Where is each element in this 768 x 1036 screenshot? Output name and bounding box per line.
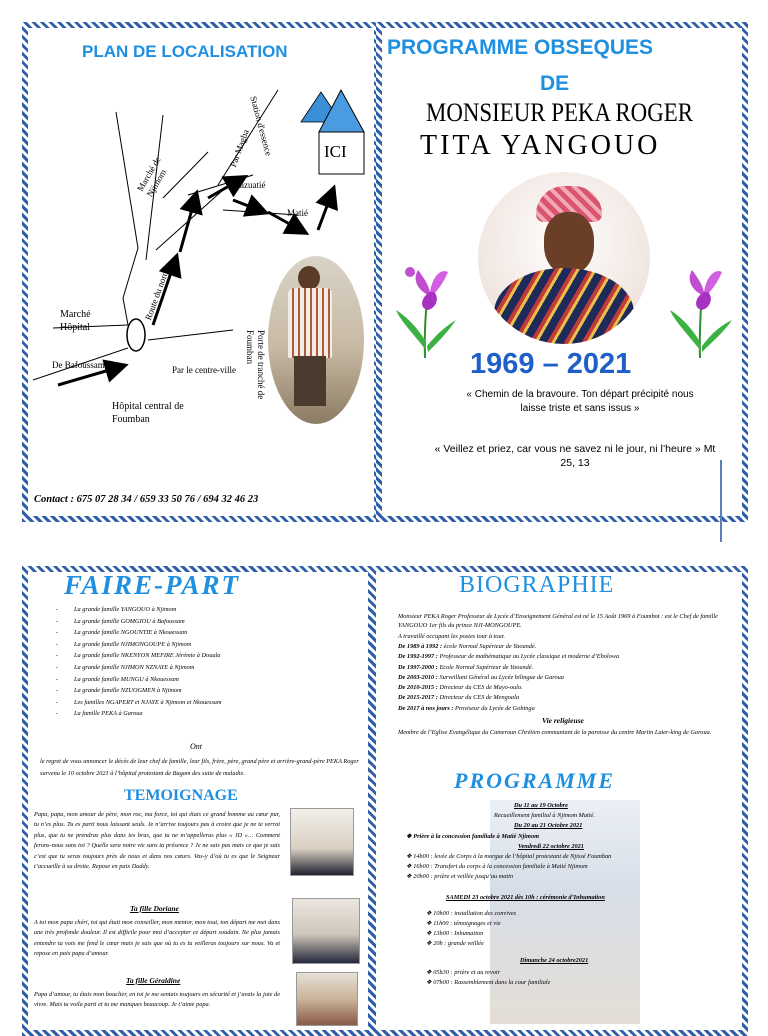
bullet-icon: ❖ — [426, 979, 434, 987]
map-title: PLAN DE LOCALISATION — [82, 42, 288, 61]
schedule-line: ❖ 10h00 : installation des convives — [426, 909, 517, 917]
programme-schedule — [400, 801, 740, 988]
temoignage-text-1: Papa, papa, mon amour de père, mon roc, ma force, toi qui étais ce grand homme au cœur pur, tu n’es plus. Tu es parti nous laissant seuls. Je n’arrive toujours pas à croire que je ne te verrai plus, que tu ne prendras plus dans tes bras, que tu ne m’appelleras plus « JD »… Comment ferons-nous sans toi ? Quelle sera notre vie sans ta présence ? Je ne sais pas mais ce que je sais c’est que tu seras toujours près de nous et dans nos cœurs. Vas-y d’où tu es que le Seigneur t’accueille à sa droite. Repose en paix Daddy. — [34, 811, 280, 871]
family-item: - La grande famille GOMGIOU à Bafoussam — [50, 616, 350, 628]
schedule-line: ❖ 16h00 : Transfert du corps à la concession familiale à Matié Njimom — [406, 863, 588, 871]
family-photo-2 — [292, 898, 360, 964]
ont-label: Ont — [190, 742, 202, 751]
career-item: De 1989 à 1992 : école Normal Supérieur de Yaoundé. — [398, 643, 537, 650]
death-announcement: le regret de vous annoncer le décès de leur chef de famille, leur fils, frère, père, grand père et arrière-grand-père PEKA Roger survenu le 10 octobre 2021 à l’hôpital protestant de Bagam des suite de maladie. — [40, 758, 359, 777]
schedule-line: ❖ 20h00 : prière et veillée jusqu’au matin — [406, 873, 514, 881]
family-photo-3 — [296, 972, 358, 1026]
schedule-line: ❖ 13h00 : Inhumation — [426, 930, 484, 938]
cover-title: PROGRAMME OBSEQUES — [387, 36, 654, 59]
bullet-icon: ❖ — [426, 968, 434, 976]
family-item: - La grande famille NJIMON NZNAYE à Njimom — [50, 662, 350, 674]
matie-label: Matié — [287, 208, 308, 218]
portrait-standing-photo — [268, 256, 364, 424]
bullet-icon: ❖ — [426, 930, 434, 938]
temoignage-title: TEMOIGNAGE — [124, 787, 238, 804]
marche-hopital-label: Marché Hôpital — [60, 309, 91, 333]
career-list — [398, 642, 736, 714]
bullet-icon: ❖ — [406, 853, 414, 861]
period-heading: SAMEDI 23 octobre 2021 dès 10h : cérémonie d’Inhumation — [446, 893, 605, 901]
portrait-photo — [478, 172, 650, 344]
schedule-line: ❖ 11h00 : témoignages et vie — [426, 920, 501, 928]
career-item: De 2003-2010 : Surveillant Général au Lycée bilingue de Garoua — [398, 673, 564, 681]
deceased-name: MONSIEUR PEKA ROGER — [426, 98, 693, 127]
family-item: - La grande famille NJIMONGOUPE à Njimom — [50, 639, 350, 651]
route-nord-label: Route du nord — [143, 269, 171, 322]
bullet-icon: ❖ — [426, 920, 434, 928]
period-heading: Dimanche 24 octobre2021 — [520, 956, 589, 964]
de-bafoussam-label: De Bafoussam — [52, 360, 105, 370]
family-item: - La grande famille MUNGU à Nkouessam — [50, 674, 350, 686]
flower-icon-left — [390, 250, 460, 360]
family-item: - La grande famille NZUOGMEN à Njimom — [50, 685, 350, 697]
family-item: - La grande famille NKENYON MEFIRE Jérémie à Douala — [50, 650, 350, 662]
vertical-rule — [720, 460, 722, 542]
bullet-icon: ❖ — [426, 909, 434, 917]
marche-njimom-label: Marché de Njimom — [135, 154, 169, 199]
bullet-icon: ❖ — [426, 940, 434, 948]
par-centre-label: Par le centre-ville — [172, 365, 236, 375]
par-magba-label: Par Magba — [228, 128, 251, 169]
life-years: 1969 – 2021 — [470, 348, 632, 380]
deceased-name-2: TITA YANGOUO — [420, 130, 661, 161]
period-heading: Du 11 au 19 Octobre — [514, 802, 568, 809]
career-item: De 2010-2015 : Directeur du CES de Mayo-oulo. — [398, 684, 523, 692]
signature-geraldine: Ta fille Géraldine — [126, 976, 181, 985]
schedule-line: ❖ 14h00 : levée de Corps à la morgue de l’hôpital protestant de Njissé Foumban — [406, 853, 612, 861]
cover-title-de: DE — [540, 72, 570, 95]
temoignage-text-2: A toi mon papa chéri, toi qui était mon conseiller, mon mentor, mon tout, ton départ me met dans une très profonde douleur. Il est difficile pour moi d’accepter ce départ soudain. Ne plus jamais entendre ta voix me fend le cœur mais je sais que où tu es tu veilleras toujours sur nous. Va et repose en paix papa d’amour. — [34, 919, 280, 958]
schedule-line: Recueillement familial à Njimom Matié. — [494, 812, 595, 820]
quote-bravoure: « Chemin de la bravoure. Ton départ précipité nous laisse triste et sans issus » — [466, 389, 694, 414]
period-heading: Vendredi 22 octobre 2021 — [518, 842, 584, 850]
hopital-central-label: Hôpital central de Foumban — [112, 401, 184, 425]
bullet-icon: ❖ — [406, 832, 414, 840]
bio-intro: Monsieur PEKA Roger Professeur de Lycée d’Enseignement Général est né le 15 Août 1969 à Foumbot : est le Chef de famille YANGOUO 1er fils du prince NJI-MONGOUPE. — [398, 613, 718, 630]
family-item: - Les familles NGAPERT et NJAYE à Njimom et Nkouessam — [50, 697, 350, 709]
porte-tranche-label: Porte de tranché de Foumban — [245, 330, 266, 400]
station-label: Station d'essence — [248, 95, 274, 157]
schedule-line: ❖ 05h30 : prière et au revoir — [426, 968, 501, 976]
bullet-icon: ❖ — [406, 863, 414, 871]
career-item: De 2017 à nos jours : Proviseur du Lycée de Gobinga — [398, 704, 535, 712]
career-item: De 1997-2000 : Ecole Normal Supérieur de Yaoundé. — [398, 663, 534, 671]
schedule-line: ❖ 07h00 : Rassemblement dans la cour familiale — [426, 979, 551, 987]
period-heading: Du 20 au 21 Octobre 2021 — [514, 822, 583, 830]
mazuatie-label: Mazuatié — [232, 180, 266, 190]
schedule-line: ❖ 20h : grande veillée — [426, 940, 484, 948]
family-photo-1 — [290, 808, 354, 876]
ici-label: ICI — [324, 142, 347, 161]
bullet-icon: ❖ — [406, 873, 414, 881]
quote-bible: « Veillez et priez, car vous ne savez ni le jour, ni l’heure » Mt 25, 13 — [434, 443, 716, 469]
career-item: De 2015-2017 : Directeur du CES de Mengoala — [398, 694, 519, 702]
contact-line: Contact : 675 07 28 34 / 659 33 50 76 / 694 32 46 23 — [34, 494, 259, 505]
temoignage-text-3: Papa d’amour, tu étais mon bouclier, en toi je me sentais toujours en sécurité et j’avais la joie de vivre. Mais tu voila parti et tu me manques beaucoup. Je t’aime papa. — [34, 991, 280, 1009]
career-item: De 1992-1997 : Professeur de mathématique au Lycée classique et moderne d’Ebolowa — [398, 653, 620, 661]
family-item: - La grande famille YANGOUO à Njimom — [50, 604, 350, 616]
family-item: - La famille PEKA à Garoua — [50, 708, 350, 720]
family-item: - La grande famille NGOUNTIE à Nkouessam — [50, 627, 350, 639]
signature-doriane: Ta fille Doriane — [130, 904, 179, 913]
programme-title: PROGRAMME — [454, 768, 616, 793]
vie-religieuse-title: Vie religieuse — [542, 716, 584, 725]
flower-icon-right — [662, 250, 738, 360]
schedule-line: ❖ Prière à la concession familiale à Matié Njimom — [406, 832, 539, 840]
vie-religieuse-text: Membre de l’Eglise Evangélique du Cameroun Chrétien communiant de la paroisse du centre Martin Luter-king de Garoua. — [398, 729, 712, 736]
bio-postes: A travaillé occupant les postes tour à tour. — [398, 633, 505, 640]
families-list — [50, 604, 350, 720]
faire-part-title: FAIRE-PART — [64, 570, 241, 600]
biographie-title: BIOGRAPHIE — [459, 572, 615, 598]
